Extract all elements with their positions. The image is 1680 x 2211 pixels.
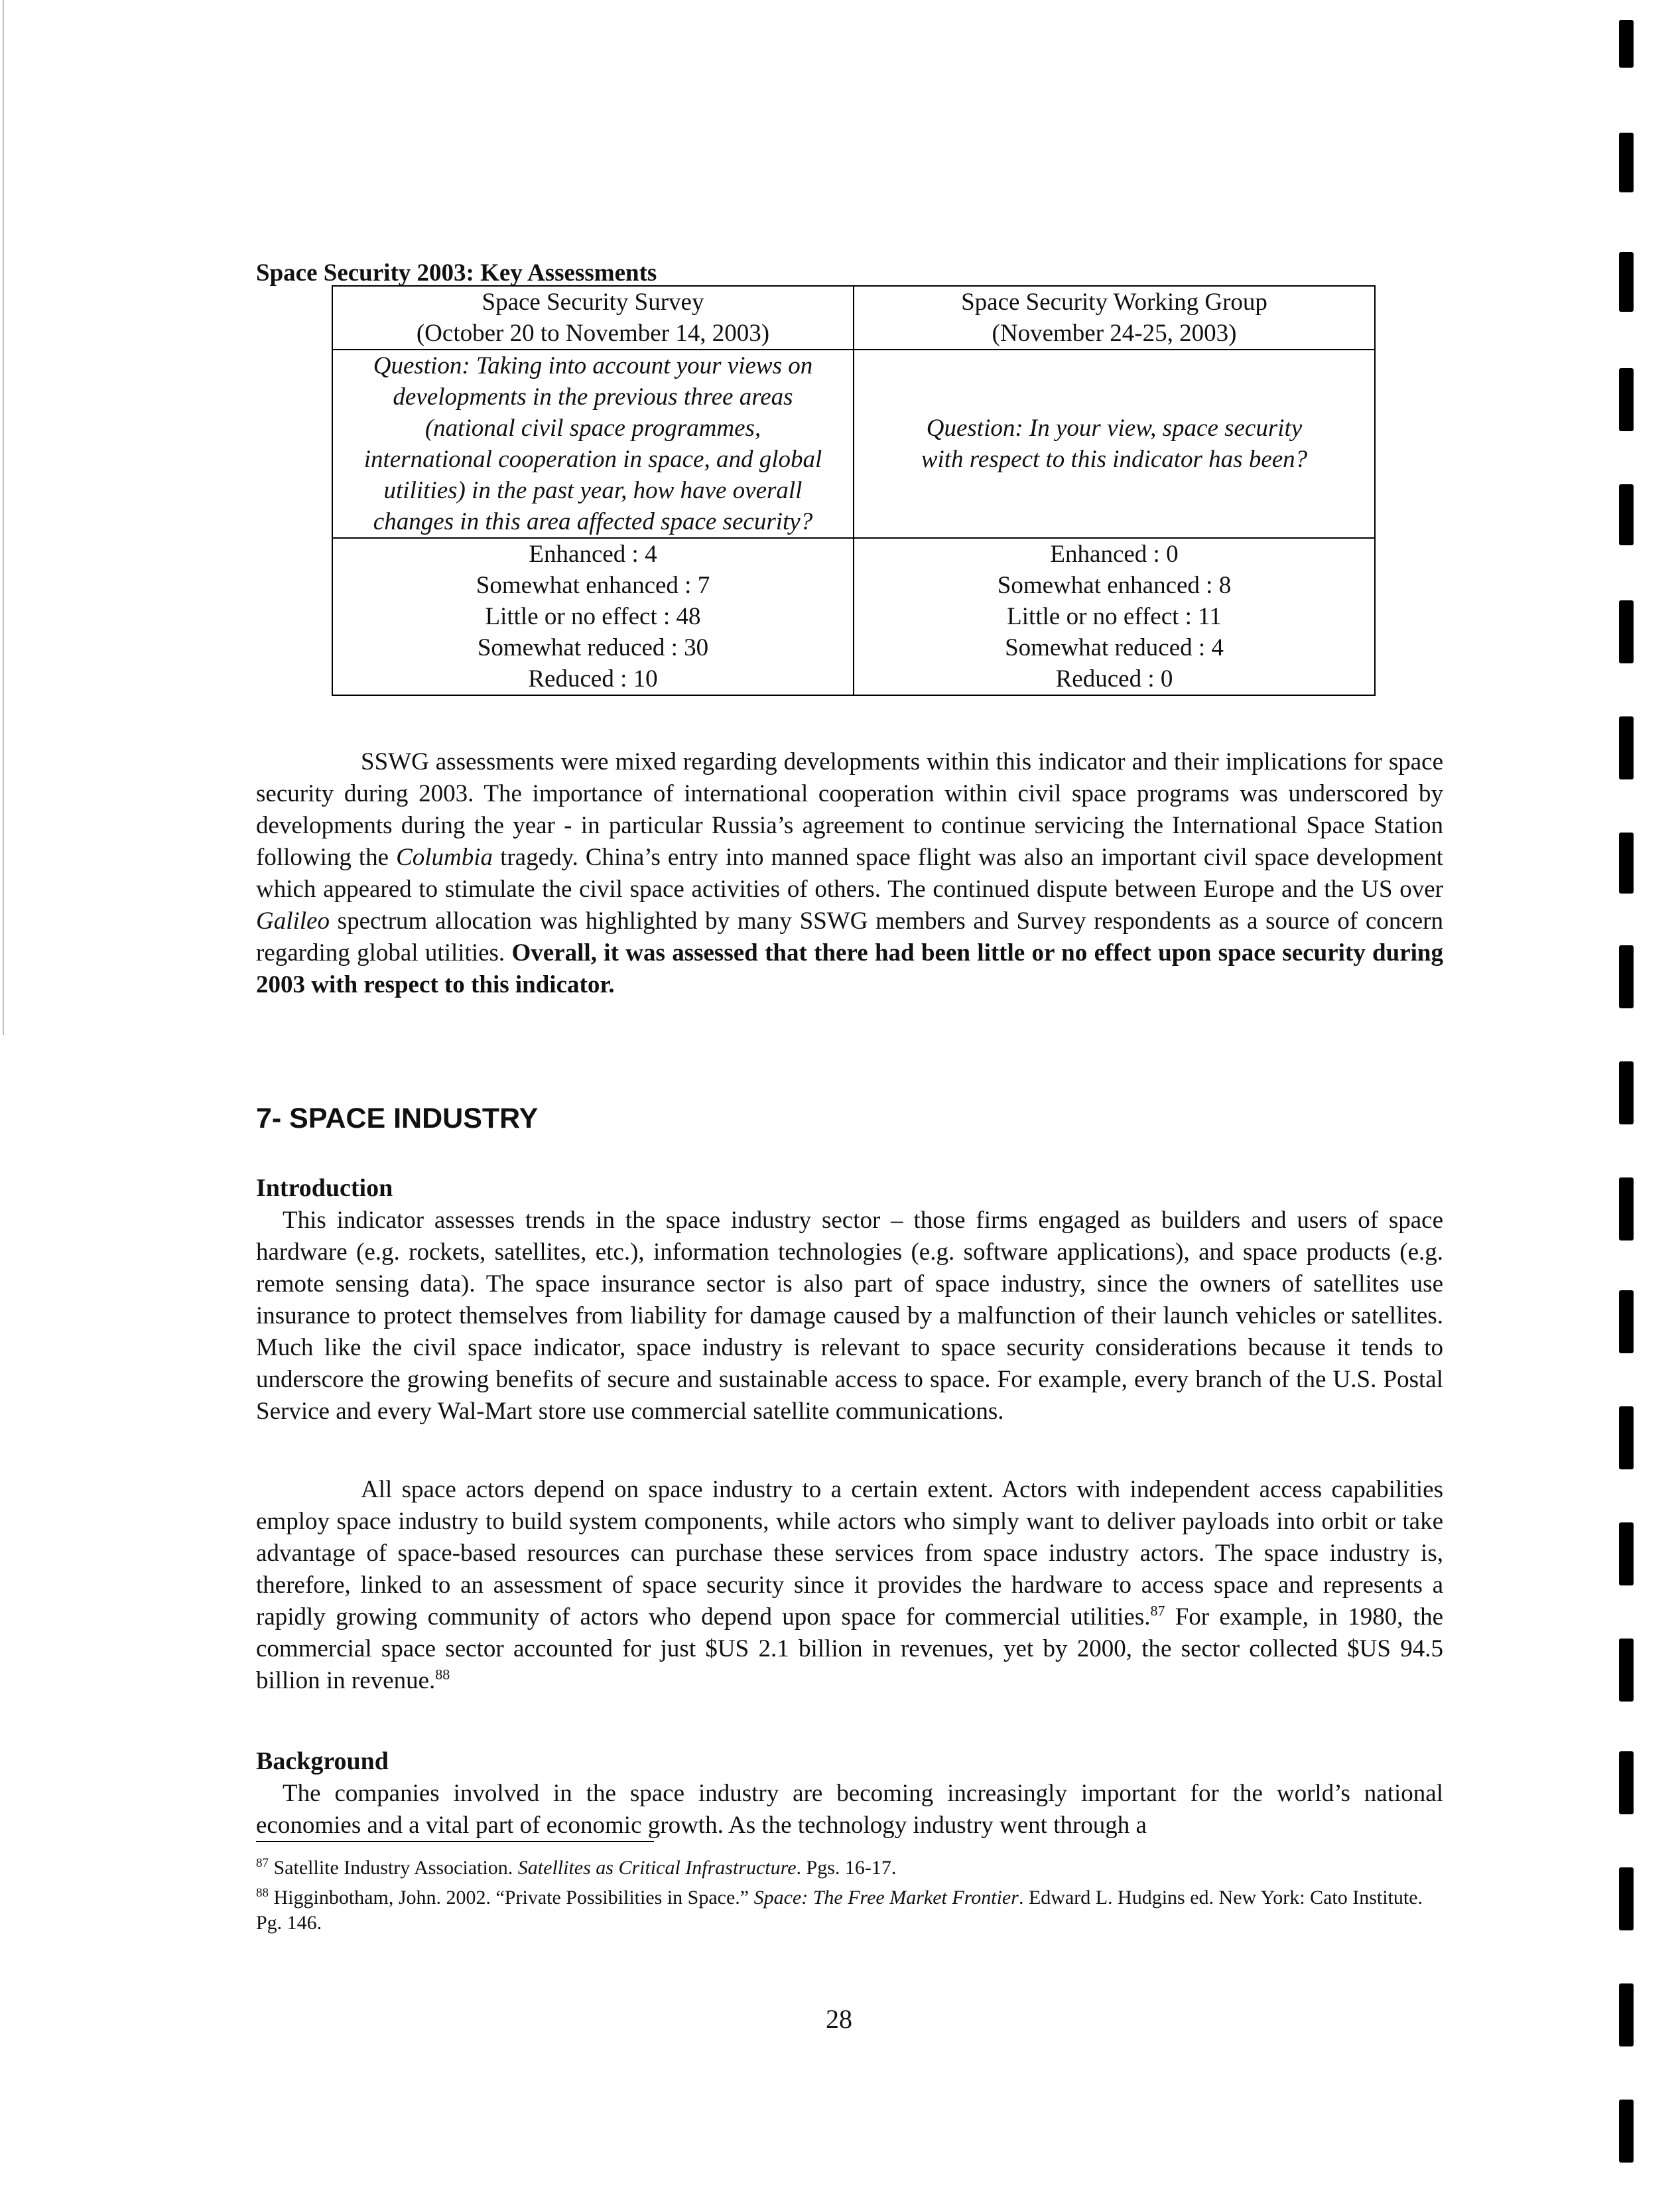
result-line: Little or no effect : 48	[485, 603, 701, 630]
background-paragraph	[256, 1778, 1443, 1842]
question-line: Question: In your view, space security	[926, 415, 1303, 442]
survey-header-title: Space Security Survey	[482, 289, 704, 316]
result-line: Enhanced : 4	[529, 541, 657, 568]
table-question-row	[332, 350, 1375, 538]
footnote-text: . Edward L. Hudgins ed. New York: Cato Institute. Pg. 146.	[256, 1887, 1423, 1934]
footnote-number: 88	[256, 1886, 269, 1900]
para-text: This indicator assesses trends in the space industry sector – those firms engaged as builders and users of space hardware (e.g. rockets, satellites, etc.), information technologies (e.g. software applications), and space products (e.g. remote sensing data). The space insurance sector is also part of space industry, since the owners of satellites use insurance to protect themselves from liability for damage caused by a malfunction of their launch vehicles or satellites. Much like the civil space indicator, space industry is relevant to space security considerations because it tends to underscore the growing benefits of secure and sustainable access to space. For example, every branch of the U.S. Postal Service and every Wal-Mart store use commercial satellite communications.	[256, 1207, 1443, 1425]
binding-mark	[1619, 252, 1634, 312]
assessment-table	[332, 285, 1376, 696]
footnote-divider	[256, 1841, 654, 1842]
para-text: For example, in 1980, the commercial space sector accounted for just $US 2.1 billion in revenues, yet by 2000, the sector collected $US 94.5 billion in revenue.	[256, 1603, 1443, 1694]
question-line: utilities) in the past year, how have overall	[383, 477, 803, 504]
question-line: international cooperation in space, and global	[363, 446, 822, 473]
para-text: The companies involved in the space industry are becoming increasingly important for the world’s national economies and a vital part of economic growth. As the technology industry went through a	[256, 1780, 1443, 1839]
binding-mark	[1619, 945, 1634, 1008]
survey-header-cell	[332, 286, 854, 350]
binding-mark	[1619, 1290, 1634, 1353]
table-results-row	[332, 538, 1375, 695]
para-text: SSWG assessments were mixed regarding developments within this indicator and their implications for space security during 2003. The importance of international cooperation within civil space programs was underscored by developments during the year - in particular Russia’s agreement to continue servicing the International Space Station following the	[256, 748, 1443, 871]
sswg-results-cell	[854, 538, 1375, 695]
question-line: with respect to this indicator has been?	[921, 446, 1308, 473]
sswg-assessment-paragraph	[256, 746, 1443, 1001]
table-header-row	[332, 286, 1375, 350]
footnote-text: . Pgs. 16-17.	[796, 1857, 897, 1879]
para-text: tragedy. China’s entry into manned space flight was also an important civil space development which appeared to stimulate the civil space activities of others. The continued dispute between Europe and the US over	[256, 844, 1443, 903]
survey-question-cell	[332, 350, 854, 538]
result-line: Somewhat enhanced : 7	[476, 572, 710, 599]
survey-header-dates: (October 20 to November 14, 2003)	[416, 320, 770, 347]
binding-mark	[1619, 368, 1634, 431]
sswg-header-dates: (November 24-25, 2003)	[992, 320, 1237, 347]
footnote-item	[256, 1851, 1450, 1881]
binding-mark	[1619, 1522, 1634, 1585]
footnote-title: Satellites as Critical Infrastructure	[517, 1857, 797, 1879]
footnote-number: 87	[256, 1856, 269, 1870]
binding-mark	[1619, 833, 1634, 894]
binding-mark	[1619, 1406, 1634, 1469]
footnote-ref[interactable]: 88	[435, 1666, 450, 1683]
footnote-item	[256, 1881, 1450, 1936]
result-line: Reduced : 10	[528, 665, 658, 693]
para-italic: Galileo	[256, 907, 330, 935]
footnote-text: Satellite Industry Association.	[269, 1857, 518, 1879]
result-line: Little or no effect : 11	[1007, 603, 1222, 630]
footnotes	[256, 1851, 1450, 1936]
assessment-conclusion: Overall, it was assessed that there had been little or no effect upon space security during 2003 with respect to this indicator.	[256, 939, 1443, 998]
binding-mark	[1619, 133, 1634, 192]
binding-mark	[1619, 20, 1634, 68]
para-text: All space actors depend on space industry to a certain extent. Actors with independent access capabilities employ space industry to build system components, while actors who simply want to deliver payloads into orbit or take advantage of space-based resources can purchase these services from space industry actors. The space industry is, therefore, linked to an assessment of space security since it provides the hardware to access space and represents a rapidly growing community of actors who depend upon space for commercial utilities.	[256, 1476, 1443, 1631]
question-line: Question: Taking into account your views on	[373, 352, 813, 379]
binding-mark	[1619, 1639, 1634, 1702]
result-line: Somewhat reduced : 30	[477, 634, 709, 661]
binding-mark	[1619, 716, 1634, 779]
footnote-text: Higginbotham, John. 2002. “Private Possibilities in Space.”	[269, 1887, 754, 1909]
binding-mark	[1619, 2100, 1634, 2163]
result-line: Enhanced : 0	[1050, 541, 1179, 568]
result-line: Reduced : 0	[1055, 665, 1173, 693]
introduction-heading: Introduction	[256, 1174, 393, 1202]
question-line: (national civil space programmes,	[424, 415, 761, 442]
question-line: changes in this area affected space security?	[373, 508, 813, 535]
result-line: Somewhat reduced : 4	[1005, 634, 1224, 661]
binding-mark	[1619, 1983, 1634, 2046]
sswg-header-title: Space Security Working Group	[961, 289, 1267, 316]
introduction-paragraph	[256, 1205, 1443, 1428]
para-text: spectrum allocation was highlighted by many SSWG members and Survey respondents as a source of concern regarding global utilities.	[256, 907, 1443, 967]
binding-mark	[1619, 600, 1634, 663]
para-italic: Columbia	[396, 844, 493, 871]
question-line: developments in the previous three areas	[393, 383, 793, 411]
survey-results-cell	[332, 538, 854, 695]
sswg-question-cell	[854, 350, 1375, 538]
footnote-title: Space: The Free Market Frontier	[753, 1887, 1019, 1909]
table-title: Space Security 2003: Key Assessments	[256, 259, 657, 287]
actors-paragraph	[256, 1474, 1443, 1697]
binding-mark	[1619, 1177, 1634, 1240]
binding-mark	[1619, 1061, 1634, 1124]
background-heading: Background	[256, 1747, 389, 1775]
sswg-header-cell	[854, 286, 1375, 350]
binding-mark	[1619, 484, 1634, 545]
page-number: 28	[826, 2004, 852, 2034]
section-heading: 7- SPACE INDUSTRY	[256, 1103, 539, 1134]
binding-mark	[1619, 1867, 1634, 1930]
result-line: Somewhat enhanced : 8	[997, 572, 1232, 599]
binding-mark	[1619, 1751, 1634, 1814]
footnote-ref[interactable]: 87	[1150, 1602, 1165, 1619]
scan-edge-line	[3, 0, 4, 1035]
